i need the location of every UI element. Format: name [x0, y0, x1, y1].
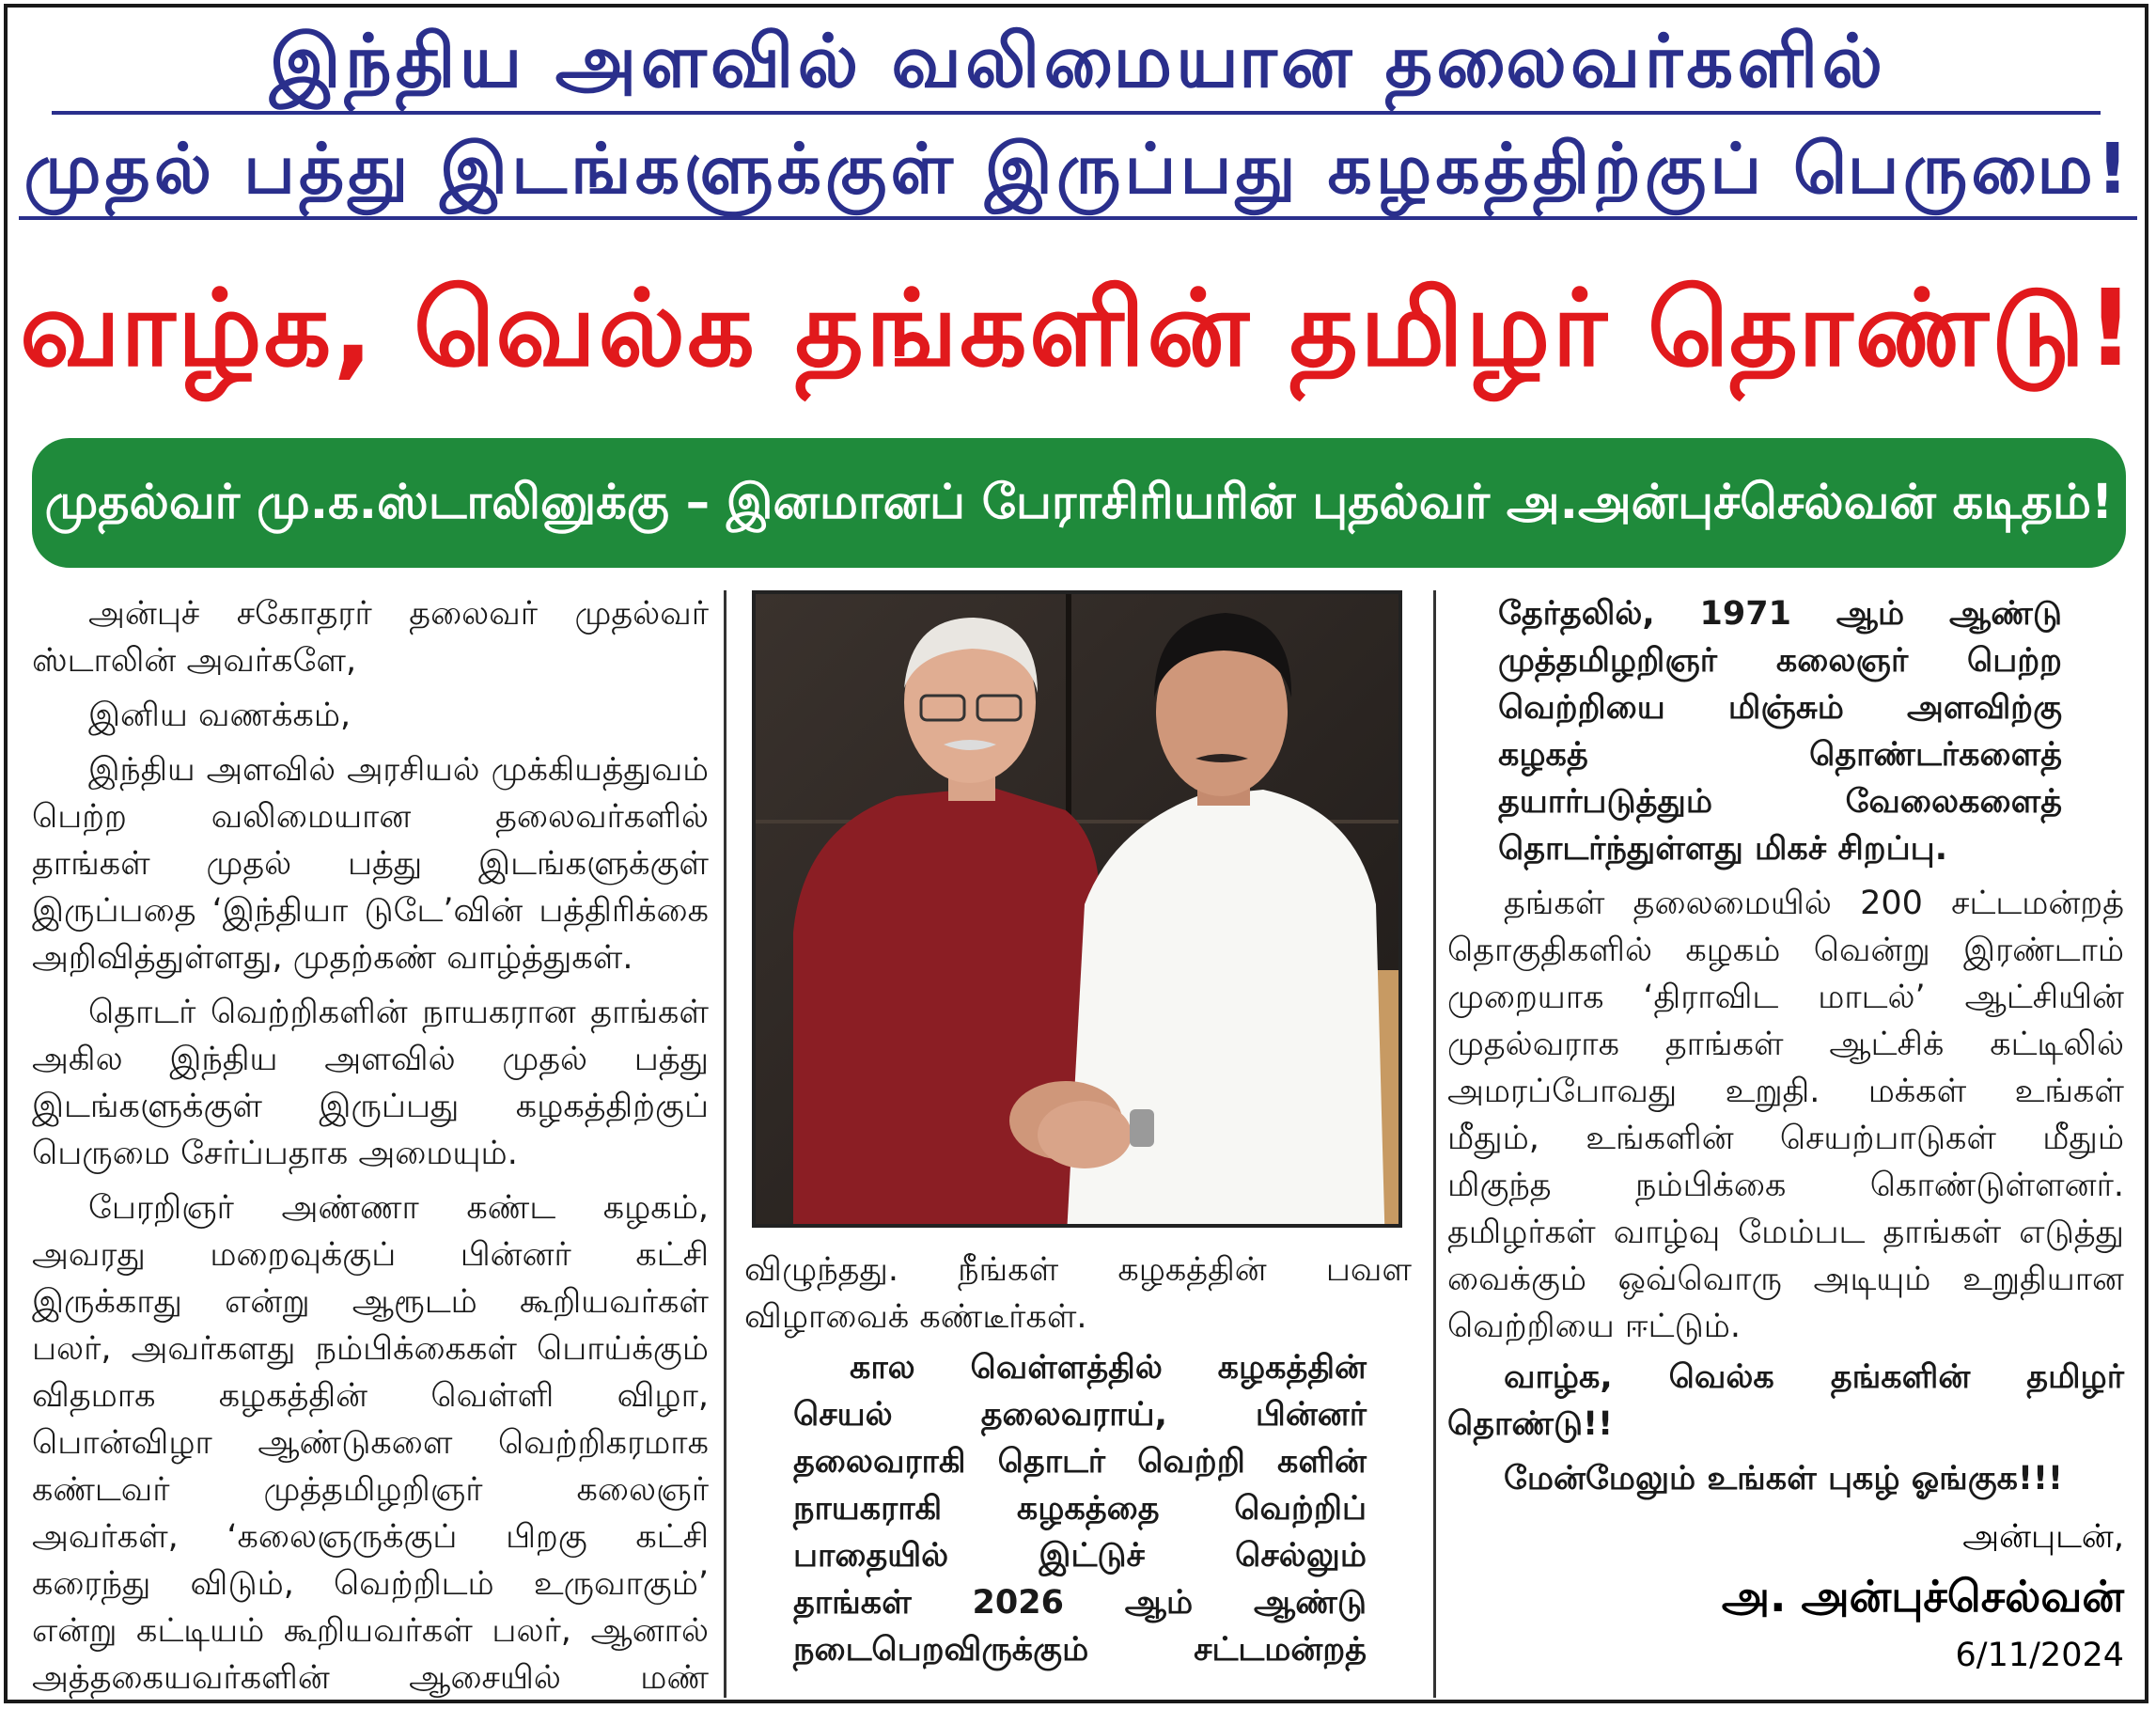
text-line: இந்திய அளவில் அரசியல் முக்கியத்துவம்: [88, 751, 709, 789]
text-line: கண்டவர் முத்தமிழறிஞர் கலைஞர்: [32, 1471, 709, 1509]
text-line: இடங்களுக்குள் இருப்பது கழகத்திற்குப்: [32, 1088, 709, 1125]
column-divider-1: [724, 590, 726, 1698]
article-column-3-bold: [1498, 590, 2062, 872]
text-line: கழகத் தொண்டர்களைத்: [1498, 736, 2062, 774]
text-line: தொடர்ந்துள்ளது மிகச் சிறப்பு.: [1498, 830, 1948, 868]
text-line: விழாவைக் கண்டீர்கள்.: [744, 1298, 1087, 1336]
headline-rule-2: [19, 216, 2137, 220]
two-men-handshake-photo: [752, 590, 1402, 1228]
letter-date: 6/11/2024: [1955, 1637, 2124, 1674]
headline-rule-1: [52, 111, 2101, 115]
banner-text: முதல்வர் மு.க.ஸ்டாலினுக்கு – இனமானப் பேராசிரியரின் புதல்வர் அ.அன்புச்செல்வன் கடிதம்!: [44, 475, 2114, 530]
column-divider-2: [1433, 590, 1436, 1698]
text-line: ஸ்டாலின் அவர்களே,: [32, 642, 357, 680]
text-line: நடைபெறவிருக்கும் சட்டமன்றத்: [793, 1631, 1367, 1669]
closing-lines: [1447, 1354, 2124, 1502]
text-line: அகில இந்திய அளவில் முதல் பத்து: [32, 1041, 709, 1078]
text-line: வெற்றியை ஈட்டும்.: [1447, 1308, 1741, 1345]
text-line: தாங்கள் 2026 ஆம் ஆண்டு: [793, 1584, 1367, 1622]
text-line: பெற்ற வலிமையான தலைவர்களில்: [32, 798, 709, 836]
headline-line-2: முதல் பத்து இடங்களுக்குள் இருப்பது கழகத்திற்குப் பெருமை!: [23, 129, 2133, 210]
text-line: வாழ்க, வெல்க தங்களின் தமிழர்: [1504, 1358, 2124, 1396]
text-line: பாதையில் இட்டுச் செல்லும்: [793, 1537, 1367, 1575]
text-line: கால வெள்ளத்தில் கழகத்தின்: [850, 1349, 1367, 1387]
text-line: தொடர் வெற்றிகளின் நாயகரான தாங்கள்: [88, 994, 709, 1031]
text-line: இனிய வணக்கம்,: [88, 697, 352, 734]
text-line: தொகுதிகளில் கழகம் வென்று இரண்டாம்: [1447, 932, 2124, 969]
article-column-2: [744, 1246, 1412, 1341]
text-line: அவரது மறைவுக்குப் பின்னர் கட்சி: [32, 1236, 709, 1274]
signature-name: அ. அன்புச்செல்வன்: [1721, 1571, 2124, 1622]
signoff-block: [1447, 1513, 2124, 1679]
text-line: மிகுந்த நம்பிக்கை கொண்டுள்ளனர்.: [1447, 1167, 2124, 1204]
text-line: கரைந்து விடும், வெற்றிடம் உருவாகும்’: [32, 1565, 709, 1603]
text-line: இருப்பதை ‘இந்தியா டுடே’வின் பத்திரிக்கை: [32, 892, 709, 930]
text-line: தேர்தலில், 1971 ஆம் ஆண்டு: [1498, 595, 2062, 633]
text-line: தயார்படுத்தும் வேலைகளைத்: [1498, 783, 2062, 821]
text-line: முறையாக ‘திராவிட மாடல்’ ஆட்சியின்: [1447, 979, 2124, 1016]
text-line: முதல்வராக தாங்கள் ஆட்சிக் கட்டிலில்: [1447, 1026, 2124, 1063]
text-line: தலைவராகி தொடர் வெற்றி களின்: [793, 1443, 1367, 1481]
closing-greeting: அன்புடன்,: [1962, 1518, 2124, 1556]
text-line: தமிழர்கள் வாழ்வு மேம்பட தாங்கள் எடுத்து: [1447, 1214, 2124, 1251]
text-line: மீதும், உங்களின் செயற்பாடுகள் மீதும்: [1447, 1120, 2124, 1157]
text-line: தாங்கள் முதல் பத்து இடங்களுக்குள்: [32, 845, 709, 883]
article-column-1: [32, 590, 709, 1701]
text-line: முத்தமிழறிஞர் கலைஞர் பெற்ற: [1498, 642, 2062, 680]
green-banner: [32, 438, 2126, 568]
text-line: அவர்கள், ‘கலைஞருக்குப் பிறகு கட்சி: [32, 1518, 709, 1556]
photo-illustration: [756, 594, 1398, 1224]
text-line: நாயகராகி கழகத்தை வெற்றிப்: [793, 1490, 1367, 1528]
text-line: பலர், அவர்களது நம்பிக்கைகள் பொய்க்கும்: [32, 1330, 709, 1368]
headline-line-1: இந்திய அளவில் வலிமையான தலைவர்களில்: [269, 20, 1887, 104]
text-line: அன்புச் சகோதரர் தலைவர் முதல்வர்: [88, 595, 709, 633]
article-column-3: [1447, 880, 2124, 1350]
text-line: இருக்காது என்று ஆரூடம் கூறியவர்கள்: [32, 1283, 709, 1321]
text-line: விழுந்தது. நீங்கள் கழகத்தின் பவள: [744, 1251, 1412, 1289]
text-line: வைக்கும் ஒவ்வொரு அடியும் உறுதியான: [1447, 1261, 2124, 1298]
article-column-2-bold: [793, 1344, 1367, 1673]
text-line: என்று கட்டியம் கூறியவர்கள் பலர், ஆனால்: [32, 1612, 709, 1650]
text-line: வெற்றியை மிஞ்சும் அளவிற்கு: [1498, 689, 2062, 727]
text-line: பேரறிஞர் அண்ணா கண்ட கழகம்,: [88, 1189, 709, 1227]
text-line: தொண்டு!!: [1447, 1405, 1614, 1443]
text-line: விதமாக கழகத்தின் வெள்ளி விழா,: [32, 1377, 709, 1415]
text-line: பொன்விழா ஆண்டுகளை வெற்றிகரமாக: [32, 1424, 709, 1462]
text-line: அமரப்போவது உறுதி. மக்கள் உங்கள்: [1447, 1073, 2124, 1110]
text-line: செயல் தலைவராய், பின்னர்: [793, 1396, 1367, 1434]
text-line: பெருமை சேர்ப்பதாக அமையும்.: [32, 1135, 518, 1172]
main-headline: வாழ்க, வெல்க தங்களின் தமிழர் தொண்டு!: [19, 268, 2137, 390]
text-line: தங்கள் தலைமையில் 200 சட்டமன்றத்: [1504, 885, 2124, 922]
text-line: மேன்மேலும் உங்கள் புகழ் ஓங்குக!!!: [1504, 1460, 2063, 1497]
text-line: அறிவித்துள்ளது, முதற்கண் வாழ்த்துகள்.: [32, 939, 633, 977]
text-line: அத்தகையவர்களின் ஆசையில் மண்: [32, 1659, 709, 1697]
